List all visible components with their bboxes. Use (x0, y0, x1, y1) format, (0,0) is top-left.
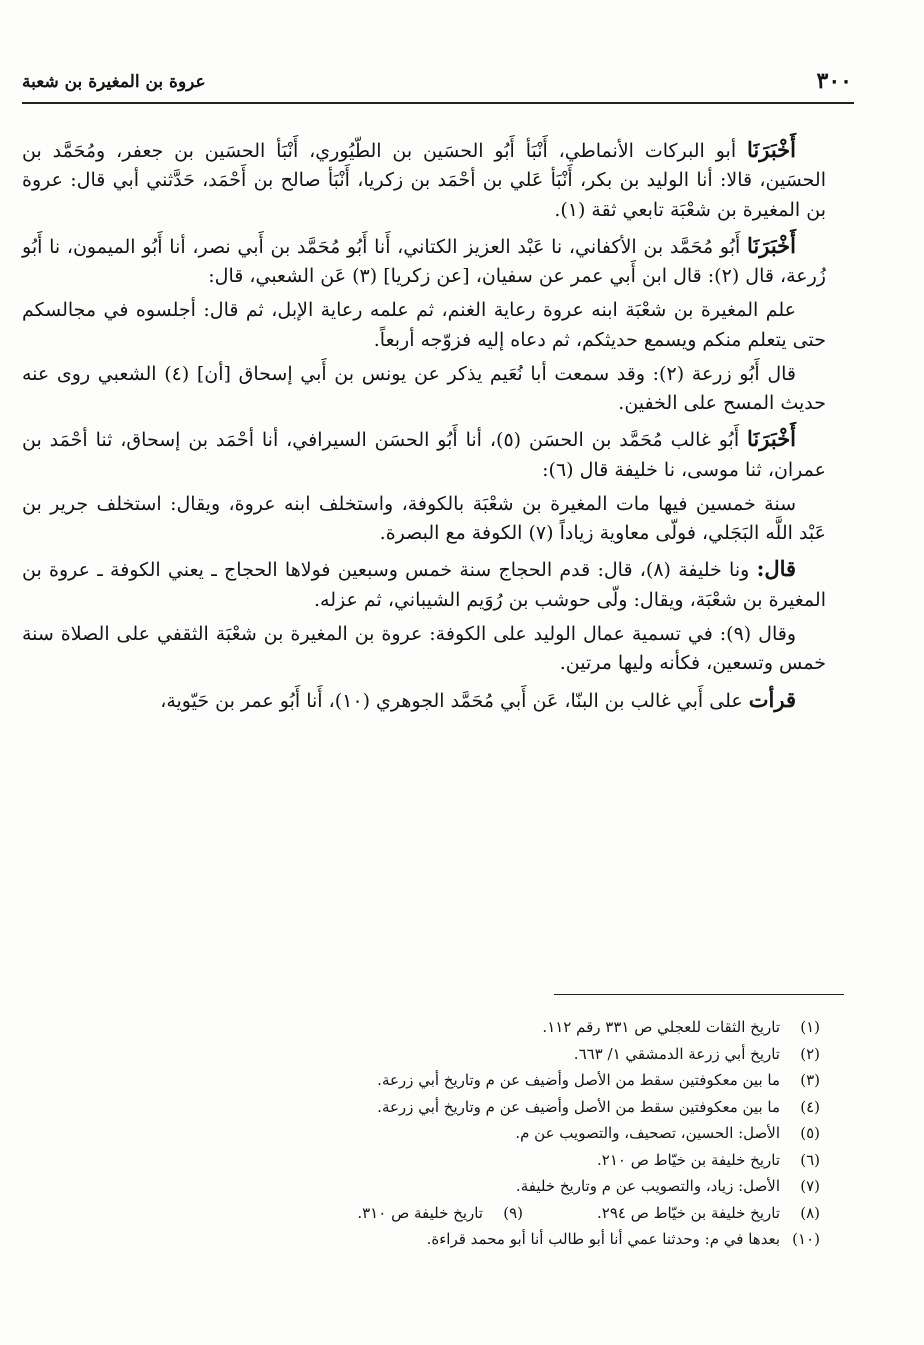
footnote-1 (40, 1014, 820, 1041)
paragraph-3 (22, 296, 826, 355)
footnote-6 (40, 1147, 820, 1174)
header-rule (22, 102, 854, 104)
footnote-number: (١٠) (792, 1230, 820, 1249)
paragraph-text: أبو البركات الأنماطي، أَنْبَأ أَبُو الحسَين بن الطّيُوري، أَنْبَأ الحسَين بن جعفر، ومُحَمَّد بن الحسَين، قالا: أنا الوليد بن بكر، أَنْبَأ عَلي بن أحْمَد بن زكريا، أَنْبَأ صالح بن أَحْمَد، حَدَّثني أبي قال: عروة بن المغيرة بن شعْبَة تابعي ثقة (١). (22, 140, 826, 221)
footnote-5 (40, 1120, 820, 1147)
footnote-text: تاريخ خليفة ص ٣١٠. (357, 1203, 483, 1222)
footnote-text: بعدها في م: وحدثنا عمي أنا أبو طالب أنا أبو محمد قراءة. (426, 1230, 780, 1249)
paragraph-text: قال أَبُو زرعة (٢): وقد سمعت أبا نُعَيم يذكر عن يونس بن أَبي إسحاق [أن] (٤) الشعبي روى عنه حديث المسح على الخفين. (22, 362, 826, 415)
footnote-8-9 (40, 1200, 820, 1227)
page-header (22, 66, 852, 100)
footnote-text: ما بين معكوفتين سقط من الأصل وأضيف عن م وتاريخ أبي زرعة. (377, 1097, 780, 1116)
footnote-3 (40, 1067, 820, 1094)
footnote-2 (40, 1041, 820, 1068)
footnote-9 (357, 1200, 523, 1227)
footnote-number: (٣) (800, 1071, 820, 1090)
footnote-number: (٥) (800, 1124, 820, 1143)
paragraph-text: سنة خمسين فيها مات المغيرة بن شعْبَة بالكوفة، واستخلف ابنه عروة، ويقال: استخلف جرير بن عَبْد اللَّه البَجَلي، فولّى معاوية زياداً (٧) الكوفة مع البصرة. (22, 492, 826, 545)
keyword-akhbarana: أَخْبَرَنَا (747, 426, 797, 452)
footnote-text: تاريخ الثقات للعجلي ص ٣٣١ رقم ١١٢. (542, 1018, 780, 1036)
main-text (22, 134, 826, 721)
footnote-7 (40, 1173, 820, 1200)
paragraph-text: علم المغيرة بن شعْبَة ابنه عروة رعاية الغنم، ثم علمه رعاية الإبل، ثم قال: أجلسوه في مجالسكم حتى يتعلم منكم ويسمع حديثكم، ثم دعاه إليه فزوّجه أربعاً. (22, 299, 826, 351)
footnote-number: (٤) (800, 1097, 820, 1116)
footnote-number: (٧) (800, 1177, 820, 1196)
footnote-text: تاريخ خليفة بن خيّاط ص ٢١٠. (596, 1150, 780, 1169)
keyword-qala: قال: (756, 556, 797, 582)
keyword-akhbarana: أَخْبَرَنَا (747, 137, 796, 162)
footnote-text: ما بين معكوفتين سقط من الأصل وأضيف عن م وتاريخ أبي زرعة. (377, 1071, 780, 1090)
paragraph-text: وقال (٩): في تسمية عمال الوليد على الكوفة: عروة بن المغيرة بن شعْبَة الثقفي على الصلاة سنة خمس وتسعين، فكأنه وليها مرتين. (22, 623, 826, 675)
footnote-number: (٩) (503, 1203, 523, 1222)
running-title: عروة بن المغيرة بن شعبة (22, 72, 206, 92)
footnote-text: الأصل: زياد، والتصويب عن م وتاريخ خليفة. (515, 1177, 780, 1196)
footnote-10 (40, 1226, 820, 1253)
paragraph-9 (22, 684, 826, 716)
page-number: ٣٠٠ (816, 68, 852, 94)
footnote-text: تاريخ خليفة بن خيّاط ص ٢٩٤. (596, 1203, 780, 1222)
footnote-number: (٢) (800, 1044, 820, 1063)
footnote-number: (١) (800, 1018, 820, 1036)
paragraph-7 (22, 553, 826, 615)
footnote-text: تاريخ أبي زرعة الدمشقي ١/ ٦٦٣. (573, 1044, 780, 1063)
paragraph-5 (22, 423, 826, 485)
keyword-qaratu: قرأت (748, 686, 796, 712)
paragraph-4 (22, 360, 826, 419)
footnote-separator (554, 994, 844, 995)
paragraph-text: على أَبي غالب بن البنّا، عَن أَبي مُحَمَّد الجوهري (١٠)، أَنا أَبُو عمر بن حَيّوية، (160, 689, 743, 712)
paragraph-2 (22, 230, 826, 292)
paragraph-text: ونا خليفة (٨)، قال: قدم الحجاج سنة خمس وسبعين فولاها الحجاج ـ يعني الكوفة ـ عروة بن المغيرة بن شعْبَة، ويقال: ولّى حوشب بن رُوَيم الشيباني، ثم عزله. (22, 559, 826, 611)
footnote-number: (٨) (800, 1203, 820, 1222)
footnotes (40, 1014, 820, 1253)
paragraph-text: أَبُو مُحَمَّد بن الأكفاني، نا عَبْد العزيز الكتاني، أَنا أَبُو مُحَمَّد بن أَبي نصر، أنا أَبُو الميمون، نا أَبُو زُرعة، قال (٢): قال ابن أَبي عمر عن سفيان، [عن زكريا] (٣) عَن الشعبي، قال: (22, 235, 826, 288)
footnote-number: (٦) (800, 1150, 820, 1169)
footnote-text: الأصل: الحسين، تصحيف، والتصويب عن م. (515, 1124, 780, 1143)
paragraph-text: أَبُو غالب مُحَمَّد بن الحسَن (٥)، أنا أَبُو الحسَن السيرافي، أنا أحْمَد بن إسحاق، ثنا أحْمَد بن عمران، ثنا موسى، نا خليفة قال (٦): (22, 429, 826, 481)
paragraph-1 (22, 134, 826, 225)
footnote-4 (40, 1094, 820, 1121)
paragraph-8 (22, 620, 826, 679)
paragraph-6 (22, 490, 826, 549)
keyword-akhbarana: أَخْبَرَنَا (747, 232, 796, 258)
